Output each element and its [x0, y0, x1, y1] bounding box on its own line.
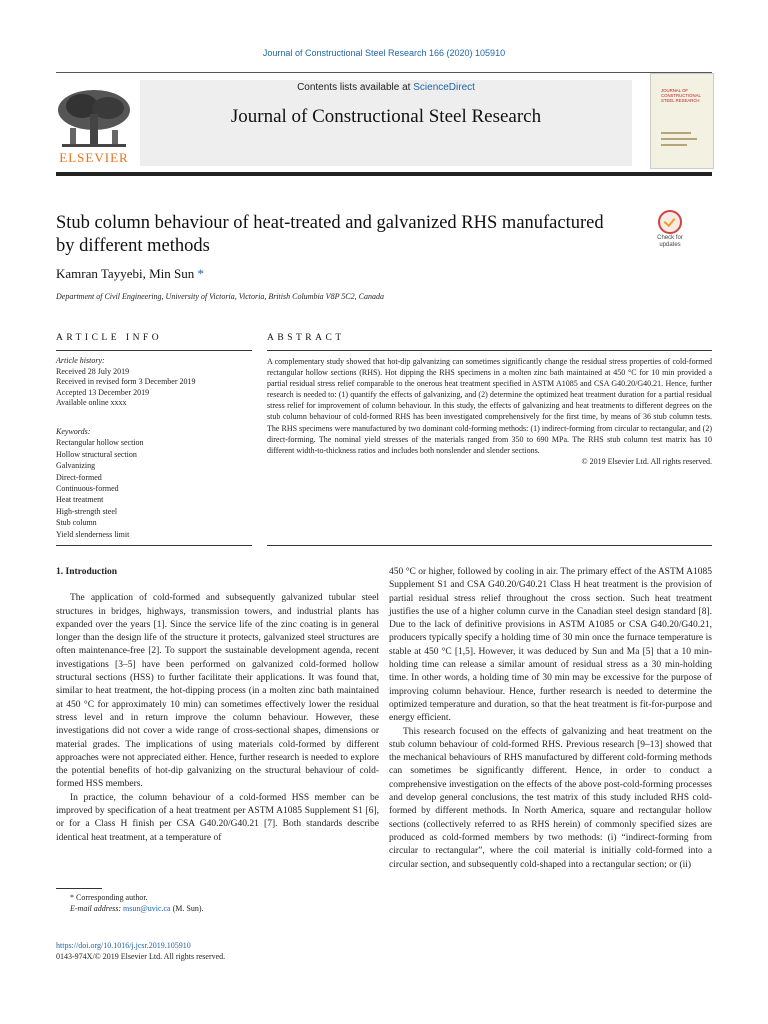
history-item: Received in revised form 3 December 2019 — [56, 377, 196, 386]
keyword: Rectangular hollow section — [56, 438, 144, 448]
article-history — [56, 356, 256, 409]
paragraph: This research focused on the effects of galvanizing and heat treatment on the stub column behaviour of cold-formed RHS. Previous research [9–13] showed that the mechanical behaviours of RHS manufactured by different cold-forming methods can sometimes be significantly different. Hence, in order to conduct a comprehensive investigation on the effects of the above post-cold-forming processes and develop general conclusions, the test matrix of this study included RHS cold-formed by different methods. In North America, square and rectangular hollow sections (collectively referred to as RHS herein) of commonly specified sizes are produced as cold-formed members by two methods: (i) “indirect-forming from circular to rectangular”, where the coil material is initially cold-formed into a circular section, and subsequently cold-shaped into a rectangular section; or (ii) — [389, 726, 712, 870]
paragraph: 450 °C or higher, followed by cooling in air. The primary effect of the ASTM A1085 Supplement S1 and CSA G40.20/G40.21 Class H heat treatment is the provision of partial residual stress relief throughout the cross section. Such heat treatment justifies the use of a higher column curve in the Canadian steel design standard [8]. Due to the lack of definitive provisions in ASTM A1085 or CSA G40.20/G40.21, producers typically specify a holding time of 30 min once the furnace temperature is stable at 450 °C [1,5]. However, it was deduced by Sun and Ma [5] that a 10 min-holding time can release a similar amount of residual stress as a 30 min-holding time. In other words, a holding time of 30 min may be excessive for the purpose of improving column behaviour. Hence, further research is needed to determine the optimized temperature and duration, so that the heat treatment is fit-for-purpose and energy efficient. — [389, 567, 712, 724]
corresponding-note: * Corresponding author. — [70, 893, 148, 902]
doi-link[interactable]: https://doi.org/10.1016/j.jcsr.2019.105910 — [56, 941, 191, 950]
email-link[interactable]: msun@uvic.ca — [123, 904, 171, 913]
cover-line — [661, 132, 691, 134]
history-item: Available online xxxx — [56, 398, 127, 407]
issn-copyright: 0143-974X/© 2019 Elsevier Ltd. All rights reserved. — [56, 952, 226, 961]
article-info-rule — [56, 350, 252, 351]
corresponding-author-mark[interactable]: * — [197, 266, 204, 281]
contents-available — [140, 82, 632, 93]
author-list — [56, 266, 204, 282]
email-label: E-mail address: — [70, 904, 122, 913]
publisher-name: ELSEVIER — [59, 150, 129, 165]
header-thick-rule — [56, 172, 712, 176]
paragraph: The application of cold-formed and subsequently galvanized tubular steel structures in bridges, highways, transmission towers, and industrial plants has expanded over the years [1]. Since the service life of the zinc coating is in general longer than the design life of the structure it protects, galvanized steel structures are often maintenance-free [2]. To support the sustainable development agenda, recent investigations [3–5] have been performed on galvanized cold-formed hollow structural sections (HSS) to further facilitate their applications. It was found that, similar to heat treatment, the hot-dipping process (in a molten zinc bath maintained at 450 °C for approximately 10 min) can sometimes effectively lower the residual stress level and in return improve the column behaviour. However, these investigations did not cover a wide range of cross-sectional shapes, dimensions or material grades. The implications of using materials cold-formed by different approaches were not appreciated either. Hence, further research is needed to explore the potential benefits of hot-dip galvanizing on the structural behaviour of cold-formed HSS members. — [56, 593, 379, 790]
article-info-heading: ARTICLE INFO — [56, 333, 163, 343]
keyword: High-strength steel — [56, 506, 118, 516]
check-icon — [658, 210, 682, 234]
abstract-body — [267, 356, 712, 467]
article-title: Stub column behaviour of heat-treated and galvanized RHS manufactured by different methods — [56, 213, 604, 256]
email-line — [70, 903, 390, 914]
keyword: Direct-formed — [56, 472, 102, 482]
paragraph: In practice, the column behaviour of a cold-formed HSS member can be improved by specification of a heat treatment per ASTM A1085 Supplement S1 [6], or for a Class H finish per CSA G40.20/G40.21 [7]. Both standards describe identical heat treatment, at a temperature of — [56, 792, 379, 843]
body-column-right — [389, 566, 712, 872]
cover-line — [661, 138, 697, 140]
email-suffix: (M. Sun). — [172, 904, 204, 913]
section-heading: 1. Introduction — [56, 567, 118, 577]
abstract-heading: ABSTRACT — [267, 333, 345, 343]
author-names: Kamran Tayyebi, Min Sun — [56, 266, 195, 281]
header-rule — [56, 72, 712, 73]
keyword: Continuous-formed — [56, 484, 119, 494]
body-column-left — [56, 566, 379, 845]
footnote — [56, 892, 390, 914]
journal-cover — [650, 73, 714, 169]
sciencedirect-link[interactable]: ScienceDirect — [413, 82, 475, 93]
abstract-rule — [267, 350, 712, 351]
keyword: Hollow structural section — [56, 449, 137, 459]
cover-title: JOURNAL OF CONSTRUCTIONAL STEEL RESEARCH — [661, 88, 701, 103]
history-label: Article history: — [56, 356, 105, 365]
journal-citation[interactable]: Journal of Constructional Steel Research 166 (2020) 105910 — [262, 48, 506, 58]
keywords-label: Keywords: — [56, 427, 91, 436]
contents-prefix: Contents lists available at — [297, 82, 414, 93]
keyword: Yield slenderness limit — [56, 529, 130, 539]
history-item: Received 28 July 2019 — [56, 366, 130, 376]
affiliation: Department of Civil Engineering, University of Victoria, Victoria, British Columbia V8P 5C2, Canada — [56, 292, 384, 301]
journal-title: Journal of Constructional Steel Research — [230, 106, 542, 127]
keyword: Galvanizing — [56, 461, 96, 471]
abstract-text: A complementary study showed that hot-dip galvanizing can sometimes significantly change the residual stress properties of cold-formed rectangular hollow sections (RHS). Hot dipping the RHS specimens in a molten zinc bath maintained at 450 °C for 10 min provided a partial residual stress relief comparable to the onerous heat treatment specified in ASTM A1085 and CSA G40.20/G40.21. Hence, further research is needed to: (1) quantify the effects of galvanizing, and (2) determine the optimized heat treatment duration for a partial residual stress relief for improvement of column behaviour. In this study, the effects of galvanizing and heat treatments to different degrees on the stub column behaviour of cold-formed RHS has been investigated comprehensively for the first time, by means of 36 stub column tests. The RHS specimens were manufactured by two dominant cold-forming methods: (1) indirect-forming from circular to rectangular, and (2) direct-forming. The nominal yield stresses of the materials ranged from 350 to 690 MPa. The RHS stub column test matrix has 10 different width-to-thickness ratios and includes both nonslender and slender sections. — [267, 357, 712, 455]
abstract-bottom-rule — [267, 545, 712, 546]
check-updates-label: Check for updates — [657, 235, 683, 248]
footnote-rule — [56, 888, 102, 889]
history-item: Accepted 13 December 2019 — [56, 387, 150, 397]
keywords-list — [56, 426, 256, 540]
abstract-copyright: © 2019 Elsevier Ltd. All rights reserved. — [581, 456, 712, 466]
article-info-bottom-rule — [56, 545, 252, 546]
cover-line — [661, 144, 687, 146]
check-for-updates-badge[interactable] — [650, 210, 690, 248]
footer — [56, 940, 225, 962]
keyword: Stub column — [56, 518, 97, 528]
keyword: Heat treatment — [56, 495, 104, 505]
